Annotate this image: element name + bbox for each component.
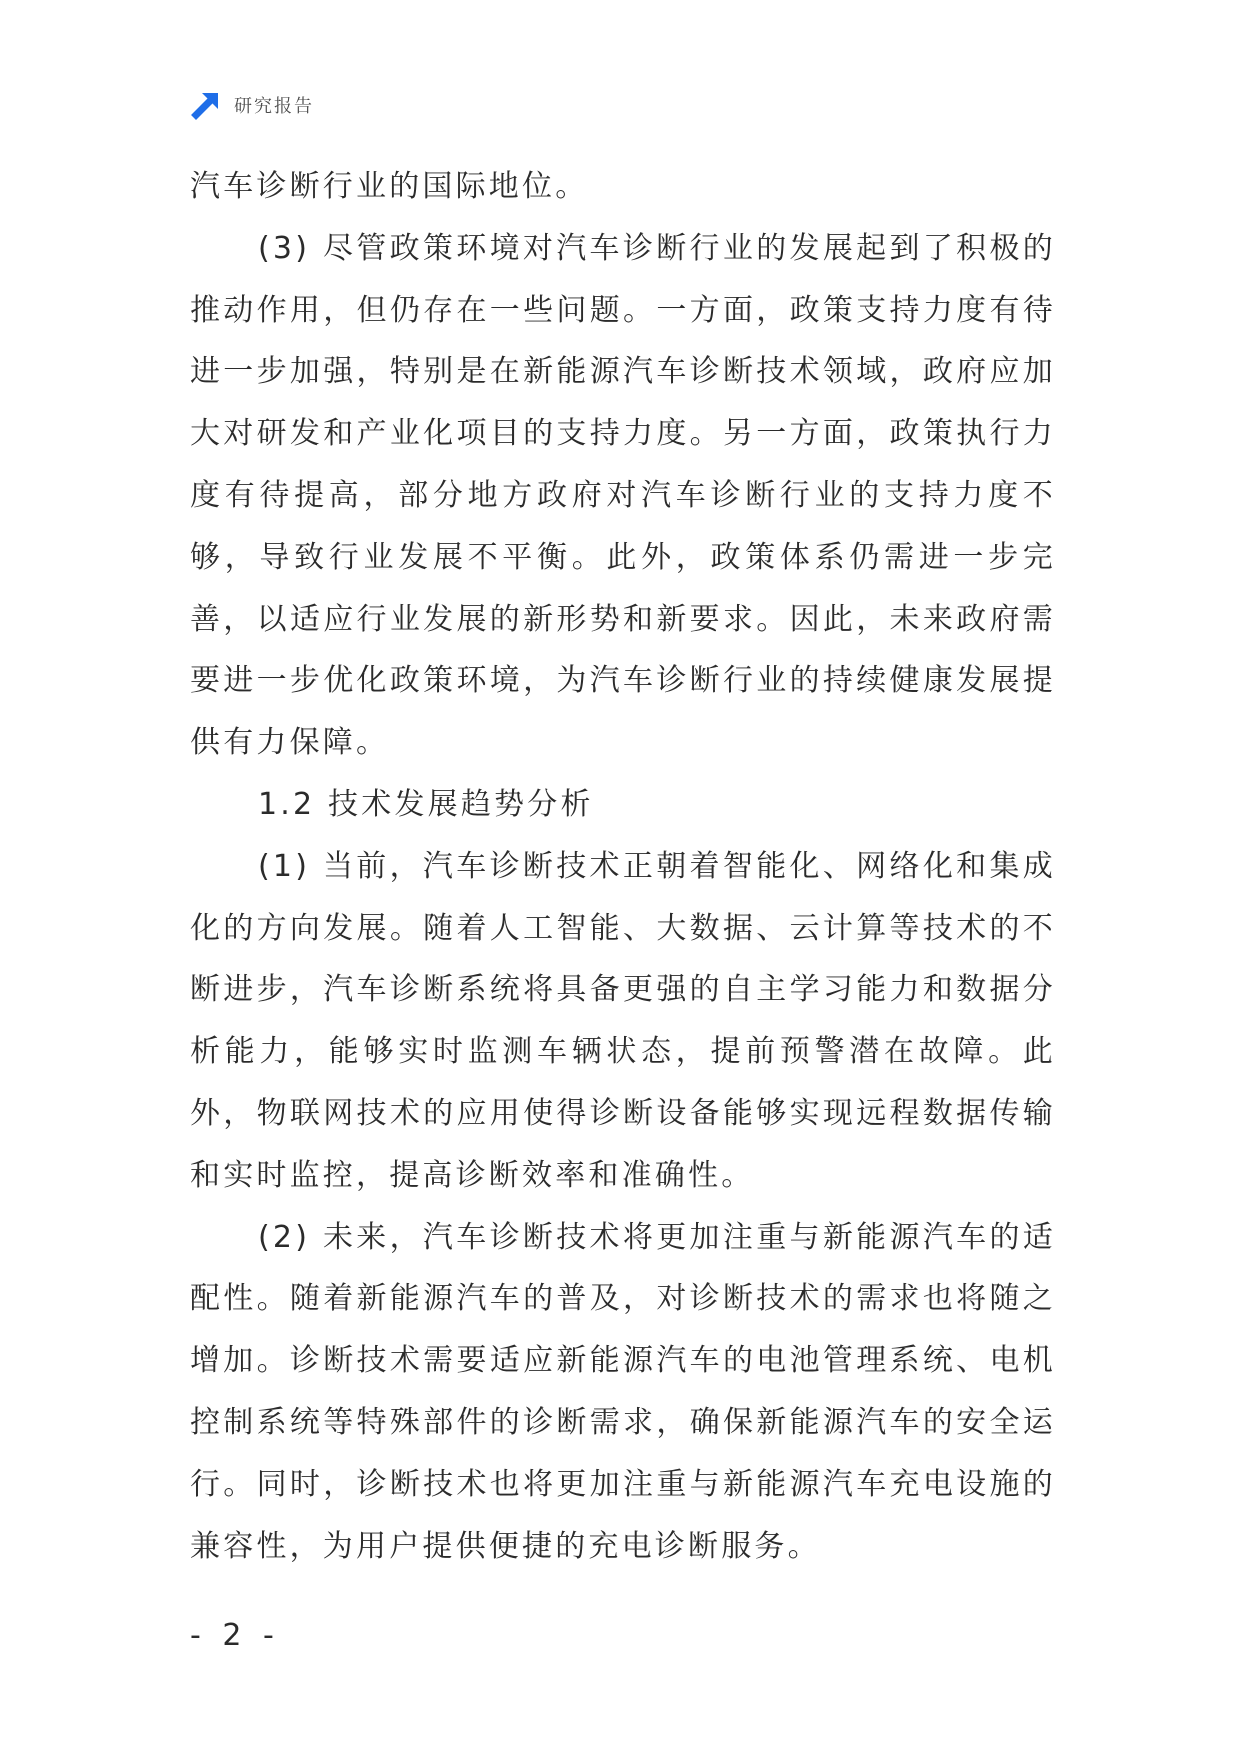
paragraph-policy-issues: (3) 尽管政策环境对汽车诊断行业的发展起到了积极的推动作用，但仍存在一些问题。一方面，政策支持力度有待进一步加强，特别是在新能源汽车诊断技术领域，政府应加大对研发和产业化项目的支持力度。另一方面，政策执行力度有待提高，部分地方政府对汽车诊断行业的支持力度不够，导致行业发展不平衡。此外，政策体系仍需进一步完善，以适应行业发展的新形势和新要求。因此，未来政府需要进一步优化政策环境，为汽车诊断行业的持续健康发展提供有力保障。 bbox=[190, 230, 1056, 761]
paragraph-new-energy-adaptation: (2) 未来，汽车诊断技术将更加注重与新能源汽车的适配性。随着新能源汽车的普及，对诊断技术的需求也将随之增加。诊断技术需要适应新能源汽车的电池管理系统、电机控制系统等特殊部件的诊断需求，确保新能源汽车的安全运行。同时，诊断技术也将更加注重与新能源汽车充电设施的兼容性，为用户提供便捷的充电诊断服务。 bbox=[190, 1219, 1056, 1564]
paragraph-tech-trends: (1) 当前，汽车诊断技术正朝着智能化、网络化和集成化的方向发展。随着人工智能、大数据、云计算等技术的不断进步，汽车诊断系统将具备更强的自主学习能力和数据分析能力，能够实时监测车辆状态，提前预警潜在故障。此外，物联网技术的应用使得诊断设备能够实现远程数据传输和实时监控，提高诊断效率和准确性。 bbox=[190, 848, 1056, 1193]
header-label: 研究报告 bbox=[234, 96, 314, 117]
page-number: - 2 - bbox=[190, 1618, 280, 1653]
paragraph-continuation: 汽车诊断行业的国际地位。 bbox=[190, 169, 589, 204]
report-header bbox=[190, 88, 314, 122]
section-heading: 1.2 技术发展趋势分析 bbox=[258, 786, 594, 822]
arrow-up-right-icon bbox=[190, 89, 222, 121]
document-body bbox=[190, 156, 1056, 1577]
